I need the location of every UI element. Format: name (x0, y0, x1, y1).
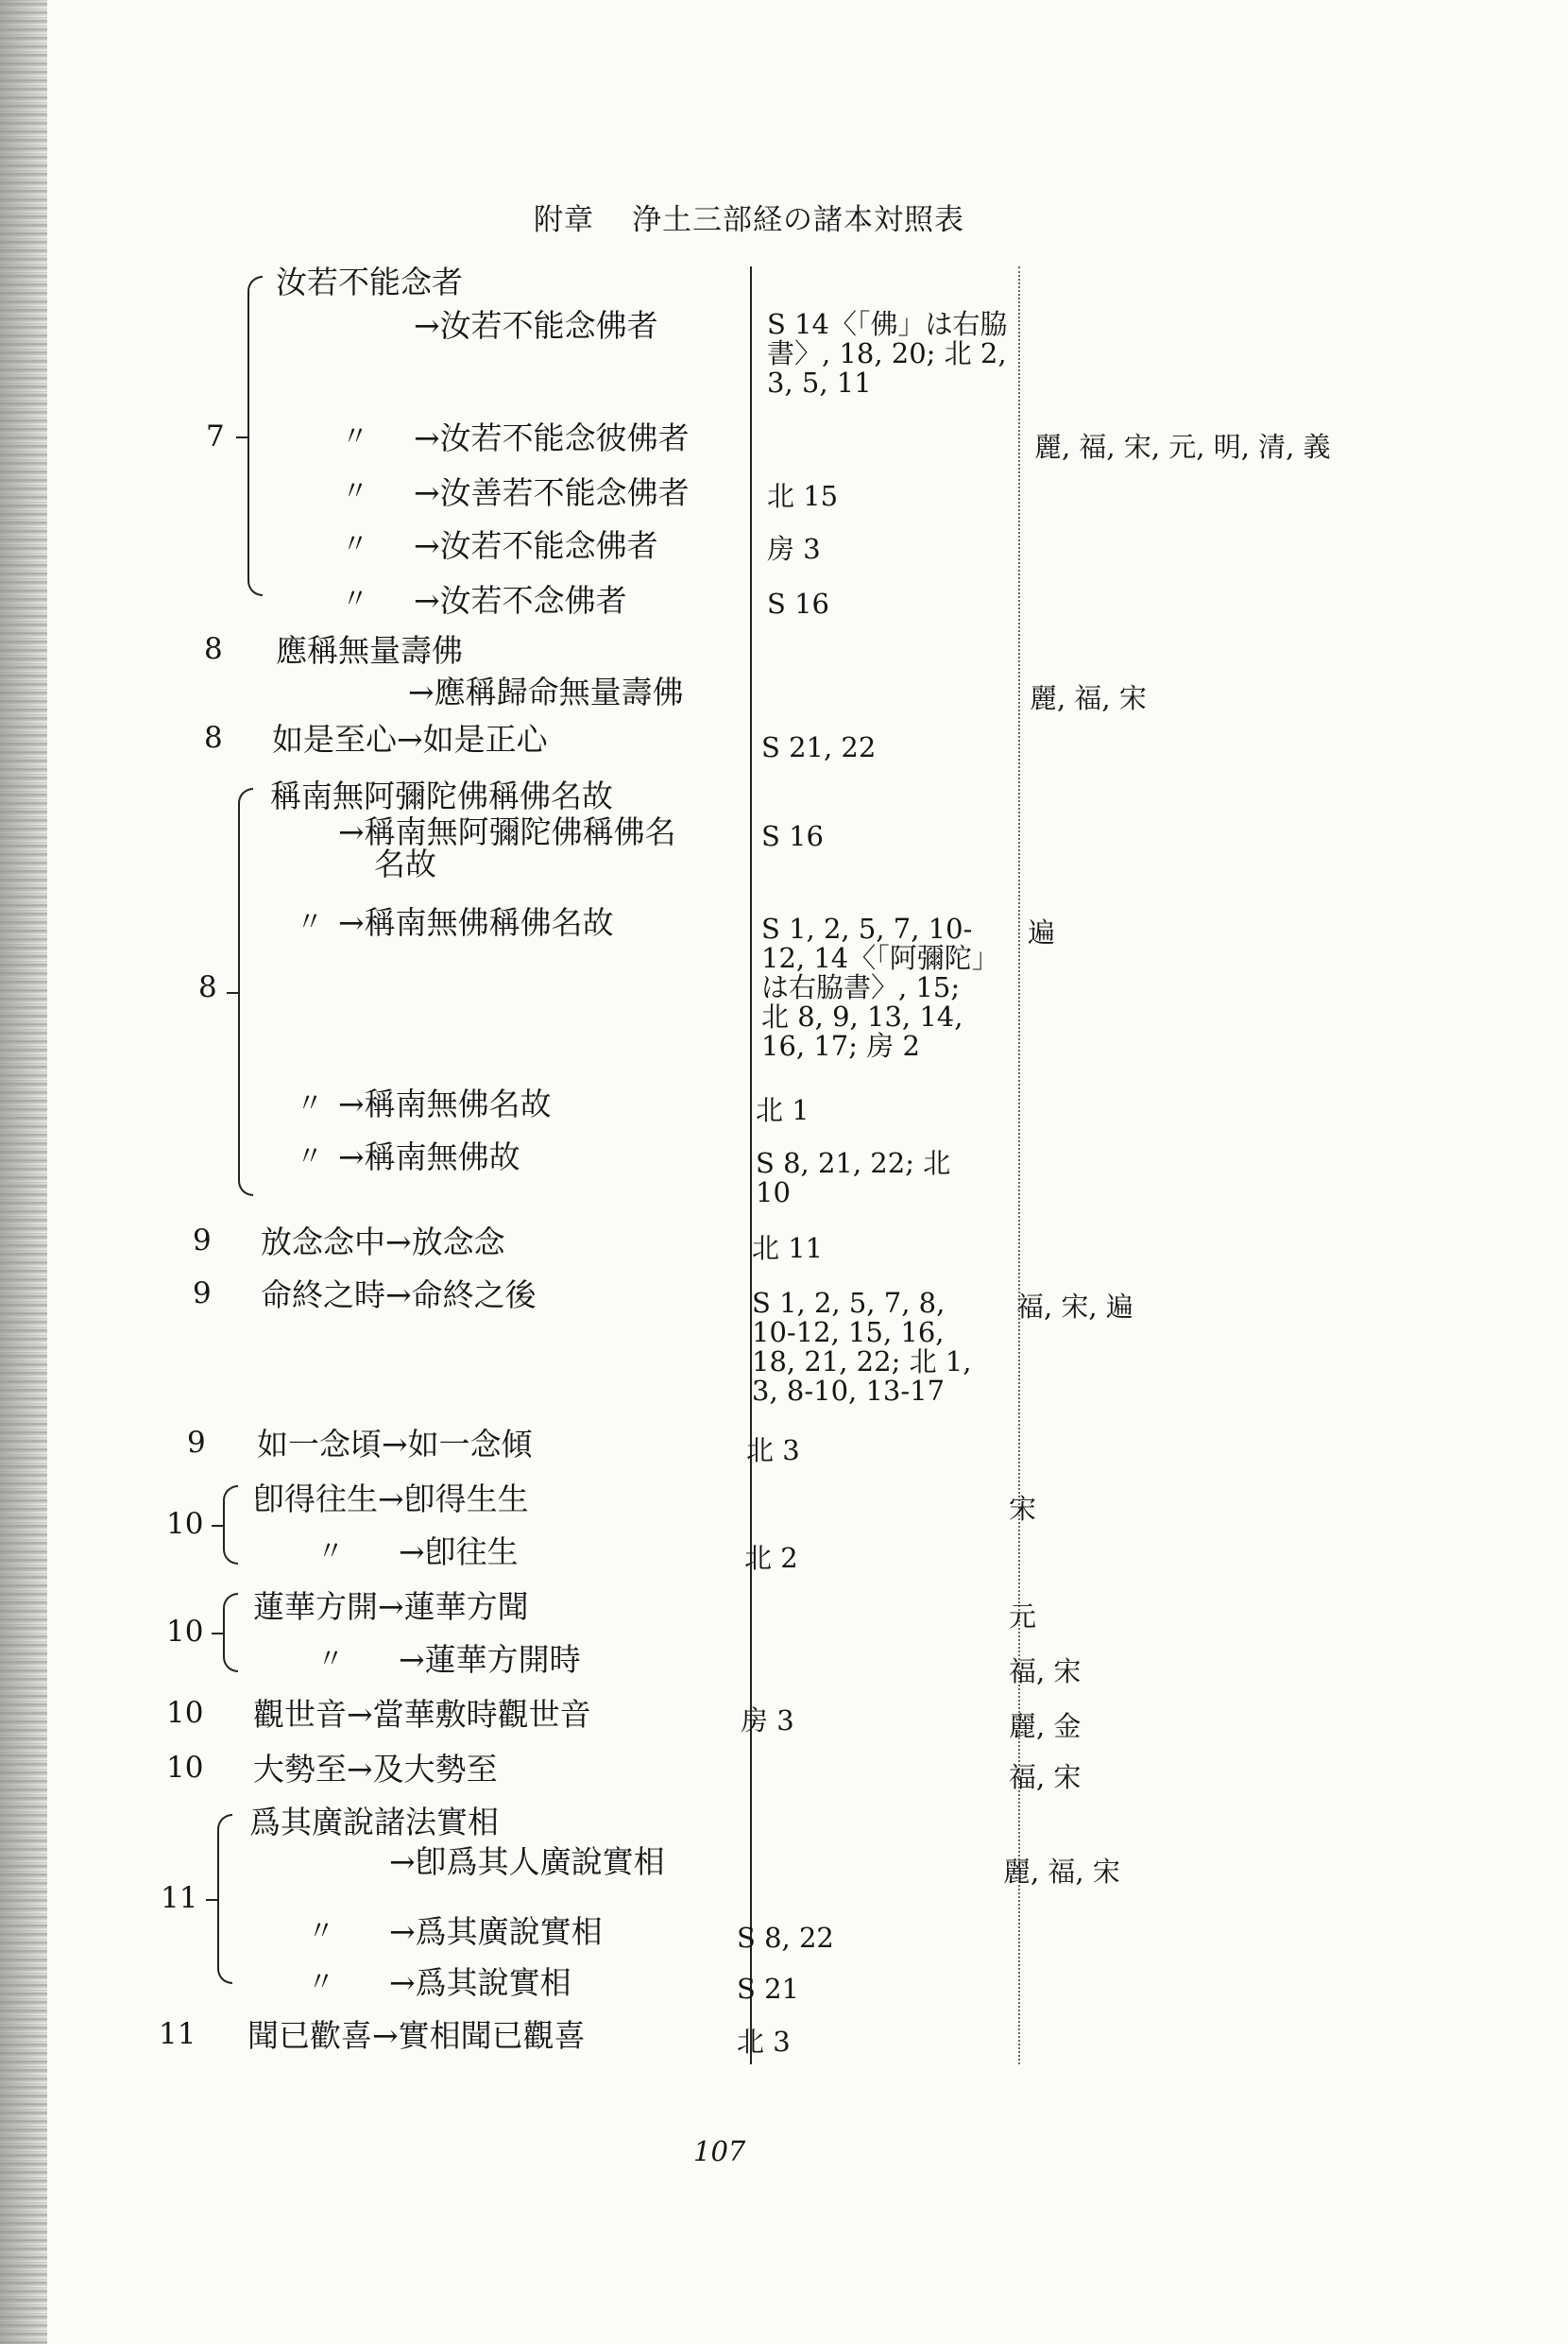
header-title: 浄土三部経の諸本対照表 (632, 203, 964, 237)
line-number: 9 (193, 1223, 212, 1258)
source-list: 北 15 (767, 480, 839, 512)
original-reading: 應稱無量壽佛 (276, 632, 463, 669)
edition-list: 福, 宋 (1009, 1655, 1082, 1687)
source-line: 3, 5, 11 (767, 367, 872, 399)
source-list (756, 1149, 950, 1207)
ditto-mark: 〃 (342, 528, 369, 559)
line-number: 10 (166, 1615, 204, 1649)
source-line: 3, 8-10, 13-17 (752, 1375, 946, 1407)
source-list: 北 11 (752, 1232, 824, 1264)
reading-pair: 命終之時→命終之後 (261, 1276, 537, 1313)
source-list: S 21 (737, 1973, 799, 2005)
source-line: 10 (756, 1176, 791, 1208)
original-reading: 爲其廣說諸法實相 (249, 1804, 499, 1840)
column-divider-solid (750, 266, 752, 2064)
group-brace (247, 276, 263, 596)
source-line: 北 8, 9, 13, 14, (761, 1001, 963, 1033)
variant-reading: →蓮華方開時 (399, 1641, 581, 1678)
variant-reading: →汝若不能念彼佛者 (414, 419, 690, 456)
source-list (752, 1289, 971, 1406)
source-line: S 1, 2, 5, 7, 8, (752, 1287, 946, 1319)
line-number: 7 (206, 419, 225, 453)
source-list: S 21, 22 (761, 731, 877, 763)
line-number: 11 (159, 2017, 196, 2051)
edition-list: 麗, 福, 宋 (1003, 1856, 1120, 1888)
variant-reading: →卽爲其人廣說實相 (389, 1843, 665, 1880)
variant-reading: →汝若不能念佛者 (414, 307, 658, 344)
source-list (767, 310, 1008, 398)
edition-list: 元 (1009, 1600, 1037, 1633)
group-brace (223, 1593, 238, 1672)
scan-edge-shadow (0, 0, 47, 2344)
variant-line: →稱南無阿彌陀佛稱佛名 (338, 813, 676, 850)
ditto-mark: 〃 (342, 583, 369, 614)
variant-reading: →爲其說實相 (389, 1964, 571, 2001)
variant-reading (338, 813, 676, 882)
original-reading: 汝若不能念者 (276, 264, 463, 300)
source-line: S 14〈「佛」は右脇 (767, 308, 1008, 340)
reading-pair: 觀世音→當華敷時觀世音 (253, 1696, 591, 1733)
line-number: 8 (198, 970, 217, 1004)
source-list: 北 2 (744, 1542, 798, 1574)
source-line: S 8, 21, 22; 北 (756, 1147, 951, 1179)
source-list: 北 3 (746, 1434, 800, 1466)
edition-list: 福, 宋, 遍 (1016, 1291, 1133, 1323)
edition-list: 遍 (1028, 916, 1056, 949)
source-list: S 16 (761, 820, 824, 852)
group-brace (217, 1814, 232, 1984)
source-list: S 8, 22 (737, 1922, 834, 1954)
variant-reading: →汝若不念佛者 (414, 582, 627, 619)
reading-pair: 如一念頃→如一念傾 (257, 1426, 533, 1463)
variant-reading: →汝善若不能念佛者 (414, 474, 690, 511)
line-number: 9 (187, 1426, 206, 1460)
page-header (534, 196, 964, 238)
edition-list: 麗, 福, 宋, 元, 明, 清, 義 (1034, 431, 1331, 463)
edition-list: 麗, 金 (1009, 1710, 1082, 1742)
variant-reading: →稱南無佛名故 (338, 1086, 552, 1122)
ditto-mark: 〃 (317, 1535, 345, 1566)
ditto-mark: 〃 (317, 1643, 345, 1674)
page-number: 107 (693, 2135, 746, 2167)
reading-pair: 大勢至→及大勢至 (253, 1751, 498, 1788)
ditto-mark: 〃 (308, 1966, 335, 1997)
ditto-mark: 〃 (308, 1915, 335, 1946)
source-list: 房 3 (767, 533, 821, 565)
original-reading: 稱南無阿彌陀佛稱佛名故 (270, 778, 613, 814)
source-list: 北 3 (737, 2026, 791, 2058)
variant-reading: →汝若不能念佛者 (414, 527, 658, 564)
source-line: 16, 17; 房 2 (761, 1030, 920, 1062)
line-number: 8 (204, 632, 223, 666)
variant-reading: →稱南無佛故 (338, 1138, 520, 1175)
variant-reading: →稱南無佛稱佛名故 (338, 904, 614, 941)
source-line: 10-12, 15, 16, (752, 1316, 945, 1348)
source-line: は右脇書〉, 15; (761, 971, 961, 1003)
source-list: S 16 (767, 588, 829, 620)
line-number: 10 (166, 1696, 204, 1730)
reading-pair: 聞已歡喜→實相聞已觀喜 (247, 2017, 586, 2054)
edition-list: 福, 宋 (1009, 1761, 1082, 1793)
variant-reading: →應稱歸命無量壽佛 (408, 674, 684, 710)
column-divider-dotted (1018, 266, 1020, 2064)
source-line: 18, 21, 22; 北 1, (752, 1345, 972, 1377)
source-list: 北 1 (756, 1094, 810, 1126)
line-number: 11 (161, 1881, 198, 1915)
line-number: 9 (193, 1276, 212, 1310)
variant-reading: →爲其廣說實相 (389, 1913, 603, 1950)
source-line: 12, 14〈「阿彌陀」 (761, 942, 999, 974)
variant-line: 名故 (374, 846, 436, 882)
line-number: 8 (204, 721, 223, 755)
reading-pair: 如是至心→如是正心 (272, 721, 548, 758)
source-list: 房 3 (741, 1704, 794, 1737)
ditto-mark: 〃 (342, 420, 369, 452)
source-line: 書〉, 18, 20; 北 2, (767, 337, 1007, 369)
group-brace (238, 788, 253, 1196)
group-brace (223, 1485, 238, 1565)
reading-pair: 蓮華方開→蓮華方聞 (253, 1588, 529, 1625)
chapter-label: 附章 (534, 203, 594, 237)
variant-reading: →卽往生 (399, 1533, 519, 1570)
edition-list: 宋 (1009, 1493, 1037, 1525)
ditto-mark: 〃 (297, 1087, 324, 1119)
ditto-mark: 〃 (297, 1140, 324, 1172)
source-line: S 1, 2, 5, 7, 10- (761, 913, 973, 945)
reading-pair: 卽得往生→卽得生生 (253, 1480, 529, 1517)
ditto-mark: 〃 (342, 475, 369, 506)
reading-pair: 放念念中→放念念 (261, 1223, 505, 1260)
line-number: 10 (166, 1751, 204, 1785)
edition-list: 麗, 福, 宋 (1030, 682, 1147, 714)
ditto-mark: 〃 (297, 906, 324, 937)
line-number: 10 (166, 1507, 204, 1541)
source-list (761, 915, 999, 1061)
